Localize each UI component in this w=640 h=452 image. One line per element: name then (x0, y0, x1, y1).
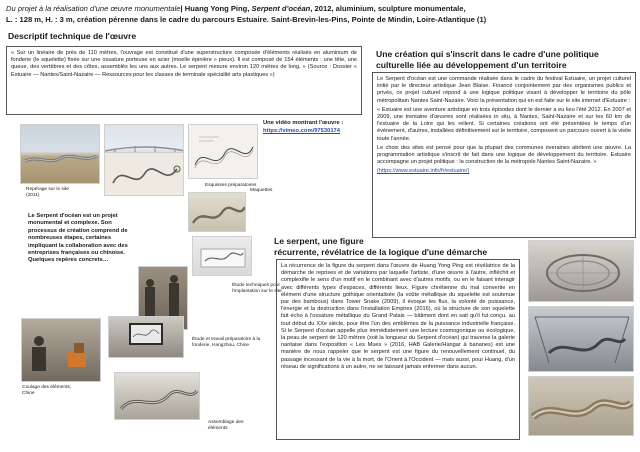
image-etude-technique (192, 236, 252, 276)
header-artist: | Huang Yong Ping, (180, 4, 252, 13)
image-sketch-serpent (104, 152, 184, 196)
section-title-serpent-line1: Le serpent, une figure (274, 236, 364, 246)
photo-tower-snake (528, 240, 634, 302)
estuaire-paragraph-3: Le choix des sites est pensé pour que la plupart des communes riveraines abritent une œuvre. La programmation artistique s'inscrit de fait dans une logique de développement du territoire. Estuaire accompagne un projet politique : la construction de la métropole Nantes Saint-Nazaire. » (377, 144, 631, 166)
section-title-politique-line2: culturelle liée au développement d'un territoire (376, 60, 567, 70)
descriptif-box (6, 46, 362, 115)
video-label: Une vidéo montrant l'œuvre : (263, 120, 344, 126)
header-line-2: L. : 128 m, H. : 3 m, création pérenne dans le cadre du parcours Estuaire. Saint-Brevin-les-Pins, Pointe de Mindin, Loire-Atlantique (1) (6, 14, 487, 24)
estuaire-paragraph-1: Le Serpent d'océan est une commande réalisée dans le cadre du festival Estuaire, un projet culturel initié par le directeur artistique Jean Blaise. Financé conjointement par des organismes publics et privés, ce projet culturel répond à une logique politique visant à développer le territoire du pôle métropolitain Nantes Saint-Nazaire. Voici la présentation qui en est faite sur le site internet d'Estuaire : (377, 76, 631, 104)
section-title-serpent-line2: récurrente, révélatrice de la logique d'une démarche (274, 247, 488, 257)
photo-empires (528, 306, 634, 372)
image-sketches (188, 124, 258, 179)
page-header (6, 4, 636, 25)
estuaire-box (372, 72, 636, 238)
estuaire-paragraph-2: « Estuaire est une aventure artistique en trois épisodes dont le dernier a eu lieu l'été 2012. En 2007 et 2009, une trentaine d'œuvres sont réalisées in situ, à Nantes, Saint-Nazaire et sur les 60 km de l'estuaire de la Loire qui les relient. Si certaines créations ont été présentées le temps d'un événement, d'autres, installées définitivement sur le territoire, composent un parcours ouvert à la visite toute l'année. (377, 106, 631, 142)
process-text-content: Le Serpent d'océan est un projet monumental et complexe. Son processus de création comprend de nombreuses étapes, certaines impliquant la collaboration avec des entreprises françaises ou chinoise. Quelques repères concrets… (28, 213, 128, 264)
caption-maquettes: Maquettes (250, 188, 273, 193)
caption-sketches: Esquisses préparatoires (205, 183, 257, 188)
photo-assemblage (114, 372, 200, 420)
photo-serpent-beach (20, 124, 100, 184)
caption-etude-technique: Étude techniques pour l'implantation sur le site (232, 283, 282, 294)
photo-maquettes (188, 192, 246, 232)
caption-assemblage: Assemblage des éléments (208, 420, 244, 431)
caption-fonderie: Étude et travail préparatoire à la fonderie, Hangzhou, Chine (192, 337, 261, 348)
header-subject: Du projet à la réalisation d'une œuvre monumentale (6, 4, 181, 13)
header-work-title: Serpent d'océan (251, 4, 311, 13)
estuaire-link[interactable]: (https://www.estuaire.info/fr/estuaire/) (377, 168, 470, 175)
process-text (28, 213, 134, 265)
section-title-politique (376, 49, 636, 71)
caption-coulage: Coulage des éléments, Chine (22, 385, 72, 396)
caption-reperage: Repérage sur le site (2011) (26, 187, 69, 198)
header-line-1 (6, 4, 636, 15)
descriptif-text: « Sur un linéaire de près de 110 mètres, l'ouvrage est constitué d'une superstructure composée d'éléments réalisés en aluminium de fonderie (le squelette) fixée sur une ossature porteuse en acier (moelle épinière » pieux). Il est composé de 154 éléments : une tête, une queue, des vertèbres et des côtes, assemblés les uns aux autres. Le serpent mesure environ 120 mètres de long. » (Source : Dossier « Estuaire — Nantes/Saint-Nazaire — Ressources pour les classes de terminale spécialité arts plastiques ») (11, 50, 357, 78)
serpent-text: La récurrence de la figure du serpent dans l'œuvre de Huang Yong Ping est révélatrice de la démarche de reprises et de variations par laquelle l'artiste, d'une œuvre à l'autre, infléchit et complexifie le sens d'un motif en le combinant avec d'autres motifs, ou en le faisant interagir avec différents types d'espaces, différents lieux. Figure chrétienne du mal convertie en élément d'une structure gothique orientalisée (la voûte métallique du squelette est soutenue par des bambous) dans Tower Snake (2009), il évoque les flux, la volonté de puissance, l'énergie et la destruction dans l'installation Empires (2016), où la structure de son squelette fait écho à l'ossature métallique du Grand Palais — bâtiment dont en sait qu'il fut conçu, au tout début du XXe siècle, pour être l'un des emblèmes de la puissance industrielle française. Si le Serpent d'océan appelle plus immédiatement une lecture cosmogonique ou écologique, la peau de serpent de 120 mètres (soit la longueur du Serpent d'océan) qui traverse la galerie nantaise dans l'exposition « Les Mues » (2016, HAB Galerie/Hangar à bananes) est une manière de nous rappeler que le serpent est une figure du renouvellement continuel, du passage incessant de la vie à la mort, de l'Orient à l'Occident — mais aussi, pour Huang, d'un réseau de significations à un autre, ne se laissant jamais enfermer dans aucun. (281, 263, 515, 370)
section-title-descriptif: Descriptif technique de l'œuvre (8, 31, 137, 41)
video-link[interactable]: https://vimeo.com/97530174 (263, 128, 341, 134)
serpent-box (276, 259, 520, 440)
header-details: , 2012, aluminium, sculpture monumentale, (310, 4, 466, 13)
photo-les-mues (528, 376, 634, 436)
section-title-politique-line1: Une création qui s'inscrit dans le cadre d'une politique (376, 49, 599, 59)
photo-coulage (21, 318, 101, 382)
photo-computer-study (108, 316, 184, 358)
section-title-serpent (274, 236, 534, 258)
